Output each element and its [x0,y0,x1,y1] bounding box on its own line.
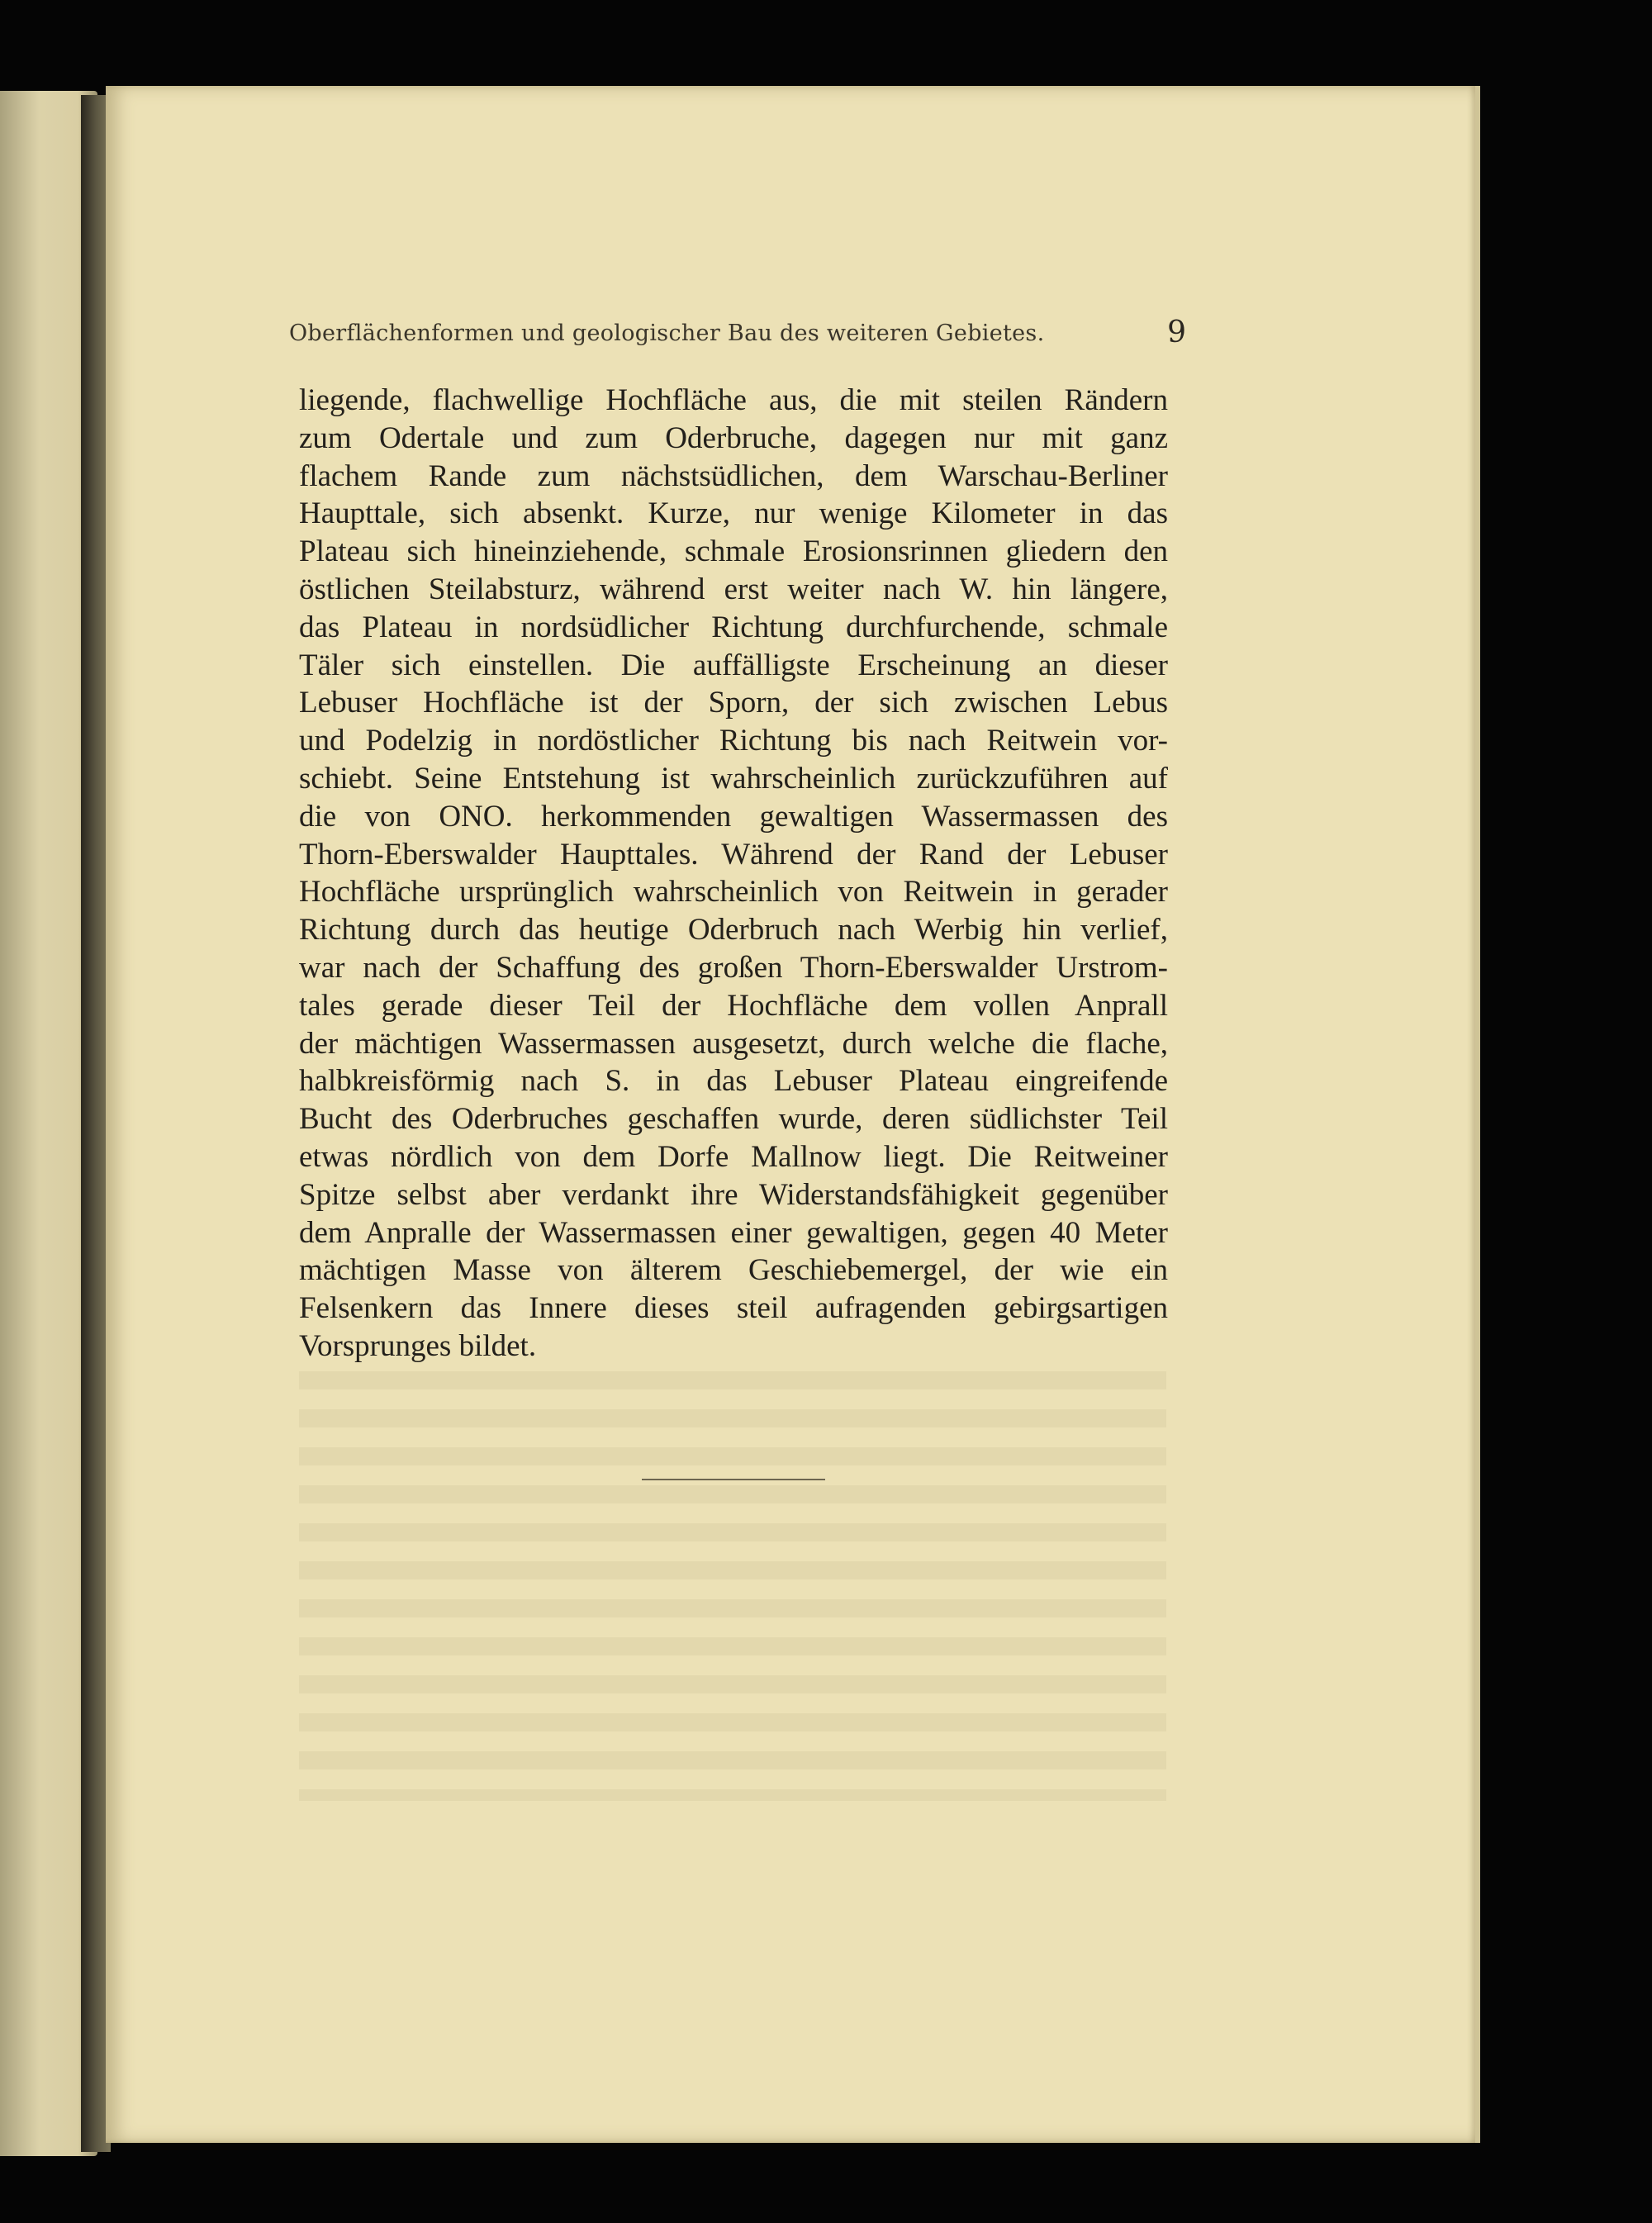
text-line: der mächtigen Wassermassen ausgesetzt, durch welche die flache, [299,1026,1168,1061]
page-fore-edge [1475,86,1480,2143]
text-line: Plateau sich hineinziehende, schmale Erosionsrinnen gliedern den [299,534,1168,569]
text-line: flachem Rande zum nächstsüdlichen, dem Warschau-Berliner [299,458,1168,493]
text-line: das Plateau in nordsüdlicher Richtung durchfurchende, schmale [299,610,1168,644]
text-line: Thorn-Eberswalder Haupttales. Während der Rand der Lebuser [299,837,1168,872]
text-line: Lebuser Hochfläche ist der Sporn, der sich zwischen Lebus [299,686,1168,720]
text-line: dem Anpralle der Wassermassen einer gewaltigen, gegen 40 Meter [299,1215,1168,1250]
bleed-through-text [299,1371,1166,1801]
text-line: liegende, flachwellige Hochfläche aus, die mit steilen Rändern [299,383,1168,417]
text-line: Haupttale, sich absenkt. Kurze, nur wenige Kilometer in das [299,496,1168,531]
text-line: und Podelzig in nordöstlicher Richtung bis nach Reitwein vor- [299,724,1168,758]
text-line: östlichen Steilabsturz, während erst weiter nach W. hin längere, [299,572,1168,606]
text-line: etwas nördlich von dem Dorfe Mallnow liegt. Die Reitweiner [299,1139,1168,1174]
text-line: Felsenkern das Innere dieses steil aufragenden gebirgsartigen [299,1291,1168,1326]
text-line: Hochfläche ursprünglich wahrscheinlich von Reitwein in gerader [299,875,1168,910]
text-line: zum Odertale und zum Oderbruche, dagegen nur mit ganz [299,420,1168,455]
text-line: war nach der Schaffung des großen Thorn-Eberswalder Urstrom- [299,950,1168,985]
text-line: Spitze selbst aber verdankt ihre Widerstandsfähigkeit gegenüber [299,1177,1168,1212]
text-line: Richtung durch das heutige Oderbruch nach Werbig hin verlief, [299,913,1168,948]
text-line: mächtigen Masse von älterem Geschiebemergel, der wie ein [299,1253,1168,1288]
text-line: Täler sich einstellen. Die auffälligste Erscheinung an dieser [299,648,1168,682]
body-paragraph [299,382,1168,1366]
page-number: 9 [1167,316,1186,349]
text-line: Vorsprunges bildet. [299,1328,537,1363]
text-line: Bucht des Oderbruches geschaffen wurde, deren südlichster Teil [299,1102,1168,1137]
running-head: Oberflächenformen und geologischer Bau des weiteren Gebietes. [289,321,1045,346]
text-line: die von ONO. herkommenden gewaltigen Wassermassen des [299,799,1168,834]
section-end-rule [642,1479,825,1480]
text-line: halbkreisförmig nach S. in das Lebuser Plateau eingreifende [299,1064,1168,1099]
text-line: tales gerade dieser Teil der Hochfläche dem vollen Anprall [299,988,1168,1023]
text-line: schiebt. Seine Entstehung ist wahrscheinlich zurückzuführen auf [299,761,1168,796]
